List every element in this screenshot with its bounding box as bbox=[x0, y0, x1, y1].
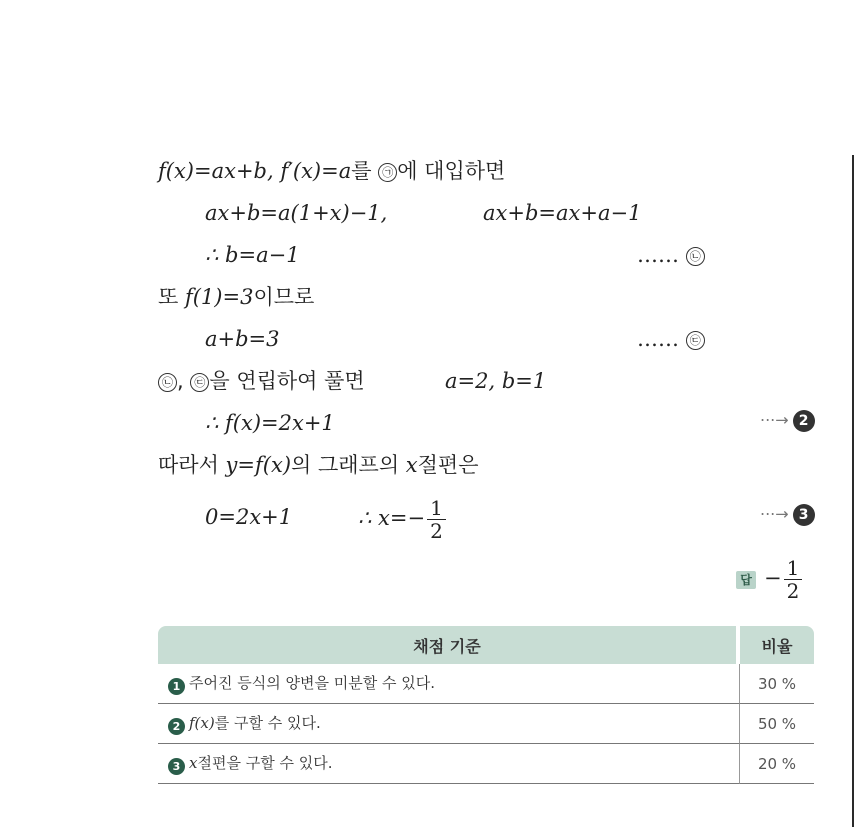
step-marker-3: ···→ 3 bbox=[760, 504, 815, 526]
solution-line-4: 또 f(1)=3이므로 bbox=[158, 285, 315, 309]
solution-line-6: ㉡ , ㉢ 을 연립하여 풀면 bbox=[158, 367, 365, 395]
solution-line-3: ∴ b=a−1 bbox=[205, 243, 300, 267]
ratio-cell: 20 % bbox=[740, 744, 814, 784]
table-row bbox=[158, 704, 814, 744]
answer-fraction: $\frac{1}{2}$ bbox=[784, 557, 803, 602]
step-marker-2: ···→ 2 bbox=[760, 410, 815, 432]
ref-circled-1: ㉠ bbox=[378, 163, 397, 182]
answer-icon: 답 bbox=[736, 571, 756, 589]
equation-label-2: …… ㉡ bbox=[637, 241, 705, 269]
solution-line-8: 따라서 y=f(x)의 그래프의 x절편은 bbox=[158, 453, 479, 477]
solution-line-2: ax+b=a(1+x)−1, bbox=[205, 201, 388, 225]
final-answer: 답 − $\frac{1}{2}$ bbox=[736, 557, 802, 602]
solution-line-1: f(x)=ax+b, f′(x)=a를 ㉠ 에 대입하면 bbox=[158, 159, 506, 183]
criteria-cell: 3 x절편을 구할 수 있다. bbox=[158, 744, 740, 784]
header-ratio: 비율 bbox=[740, 626, 814, 664]
solution-line-5: a+b=3 bbox=[205, 327, 280, 351]
solution-line-9: 0=2x+1 bbox=[205, 505, 293, 529]
solution-line-6-result: a=2, b=1 bbox=[445, 369, 547, 393]
solution-line-7: ∴ f(x)=2x+1 bbox=[205, 411, 335, 435]
ratio-cell: 30 % bbox=[740, 664, 814, 704]
criteria-number-icon: 3 bbox=[168, 758, 185, 775]
solution-line-9b: ∴ x=− $\frac{1}{2}$ bbox=[358, 490, 446, 546]
step-number-icon: 3 bbox=[793, 504, 815, 526]
table-row bbox=[158, 744, 814, 784]
ratio-cell: 50 % bbox=[740, 704, 814, 744]
criteria-cell: 1 주어진 등식의 양변을 미분할 수 있다. bbox=[158, 664, 740, 704]
solution-line-2b: ax+b=ax+a−1 bbox=[483, 201, 642, 225]
step-number-icon: 2 bbox=[793, 410, 815, 432]
scoring-table bbox=[158, 626, 814, 784]
header-criteria: 채점 기준 bbox=[158, 626, 740, 664]
criteria-number-icon: 2 bbox=[168, 718, 185, 735]
table-row bbox=[158, 664, 814, 704]
fraction: $\frac{1}{2}$ bbox=[427, 497, 446, 542]
page-margin-rule bbox=[852, 155, 854, 827]
criteria-cell: 2 f(x)를 구할 수 있다. bbox=[158, 704, 740, 744]
equation-label-3: …… ㉢ bbox=[637, 325, 705, 353]
criteria-number-icon: 1 bbox=[168, 678, 185, 695]
